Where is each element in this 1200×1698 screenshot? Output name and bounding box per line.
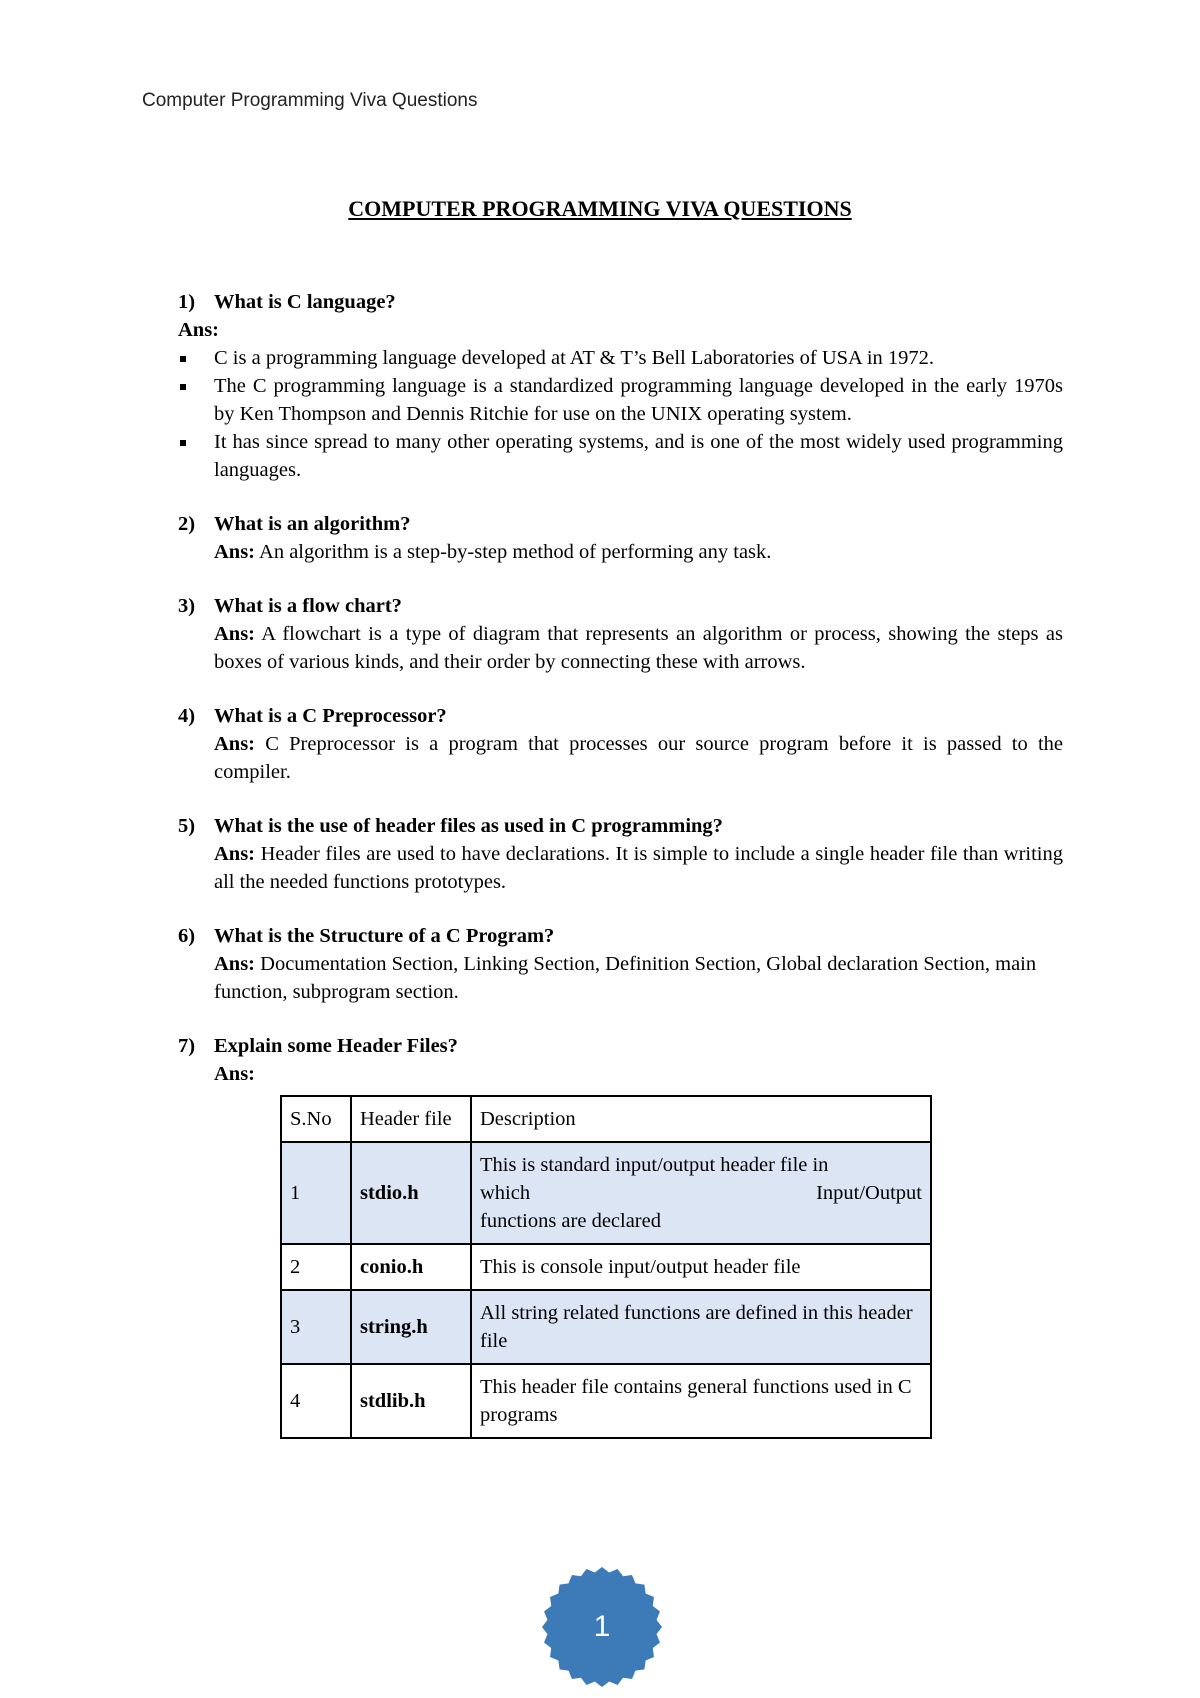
table-header-cell: Header file (351, 1096, 471, 1142)
header-files-table (280, 1095, 932, 1439)
table-cell-description: This is console input/output header file (471, 1244, 931, 1290)
description-line: functions are declared (480, 1210, 661, 1232)
answer-bullet: It has since spread to many other operating systems, and is one of the most widely used programming languages. (178, 428, 1063, 484)
table-header-cell: S.No (281, 1096, 351, 1142)
answer-label: Ans: (214, 623, 256, 645)
question-3 (178, 592, 1063, 676)
answer-text: C Preprocessor is a program that processes our source program before it is passed to the compiler. (214, 733, 1063, 783)
table-cell-description: All string related functions are defined in this header file (471, 1290, 931, 1364)
table-row (281, 1290, 931, 1364)
description-line (480, 1179, 922, 1207)
table-row (281, 1244, 931, 1290)
table-cell-description: This header file contains general functions used in C programs (471, 1364, 931, 1438)
question-number: 1) (178, 291, 196, 313)
table-cell-sno: 1 (281, 1142, 351, 1244)
question-text: What is an algorithm? (214, 513, 411, 535)
question-text: What is a C Preprocessor? (214, 705, 447, 727)
question-2 (178, 510, 1063, 566)
document-title: COMPUTER PROGRAMMING VIVA QUESTIONS (348, 196, 852, 221)
table-row (281, 1142, 931, 1244)
answer (178, 730, 1063, 786)
answer-label: Ans: (214, 733, 256, 755)
question-5 (178, 812, 1063, 896)
answer (178, 840, 1063, 896)
answer-text: A flowchart is a type of diagram that represents an algorithm or process, showing the steps as boxes of various kinds, and their order by connecting these with arrows. (214, 623, 1063, 673)
question-number: 4) (178, 705, 196, 727)
answer-bullet: C is a programming language developed at AT & T’s Bell Laboratories of USA in 1972. (178, 344, 1063, 372)
table-cell-sno: 3 (281, 1290, 351, 1364)
table-cell-file: string.h (351, 1290, 471, 1364)
answer-label: Ans: (178, 319, 220, 341)
table-header-row (281, 1096, 931, 1142)
question-6 (178, 922, 1063, 1006)
table-cell-file: stdio.h (351, 1142, 471, 1244)
question-text: What is C language? (214, 291, 396, 313)
answer-text: An algorithm is a step-by-step method of performing any task. (259, 541, 772, 563)
answer-label: Ans: (214, 1063, 256, 1085)
question-number: 6) (178, 925, 196, 947)
description-word: which (480, 1182, 531, 1204)
answer-text: Documentation Section, Linking Section, Definition Section, Global declaration Section, main function, subprogram section. (214, 953, 1037, 1003)
answer-bullet-list (178, 344, 1063, 484)
question-text: What is a flow chart? (214, 595, 402, 617)
answer (178, 620, 1063, 676)
question-number: 5) (178, 815, 196, 837)
table-header-cell: Description (471, 1096, 931, 1142)
question-number: 2) (178, 513, 196, 535)
question-list (178, 288, 1063, 1114)
question-text: What is the use of header files as used in C programming? (214, 815, 723, 837)
description-word: Input/Output (816, 1182, 922, 1204)
question-1 (178, 288, 1063, 484)
answer-label: Ans: (214, 541, 256, 563)
table-cell-file: stdlib.h (351, 1364, 471, 1438)
page-number: 1 (593, 1610, 611, 1643)
page-header: Computer Programming Viva Questions (142, 90, 478, 111)
question-text: Explain some Header Files? (214, 1035, 458, 1057)
table-cell-file: conio.h (351, 1244, 471, 1290)
answer-bullet: The C programming language is a standardized programming language developed in the early 1970s by Ken Thompson and Dennis Ritchie for use on the UNIX operating system. (178, 372, 1063, 428)
answer-text: Header files are used to have declarations. It is simple to include a single header file than writing all the needed functions prototypes. (214, 843, 1064, 893)
answer-label: Ans: (214, 953, 256, 975)
question-text: What is the Structure of a C Program? (214, 925, 555, 947)
question-number: 3) (178, 595, 196, 617)
table-cell-sno: 4 (281, 1364, 351, 1438)
question-7 (178, 1032, 1063, 1088)
question-number: 7) (178, 1035, 196, 1057)
page-number-badge (541, 1566, 663, 1688)
table-row (281, 1364, 931, 1438)
table-cell-description (471, 1142, 931, 1244)
answer (178, 538, 1063, 566)
question-4 (178, 702, 1063, 786)
answer-label: Ans: (214, 843, 256, 865)
answer (178, 950, 1063, 1006)
table-cell-sno: 2 (281, 1244, 351, 1290)
description-line: This is standard input/output header file in (480, 1154, 829, 1176)
